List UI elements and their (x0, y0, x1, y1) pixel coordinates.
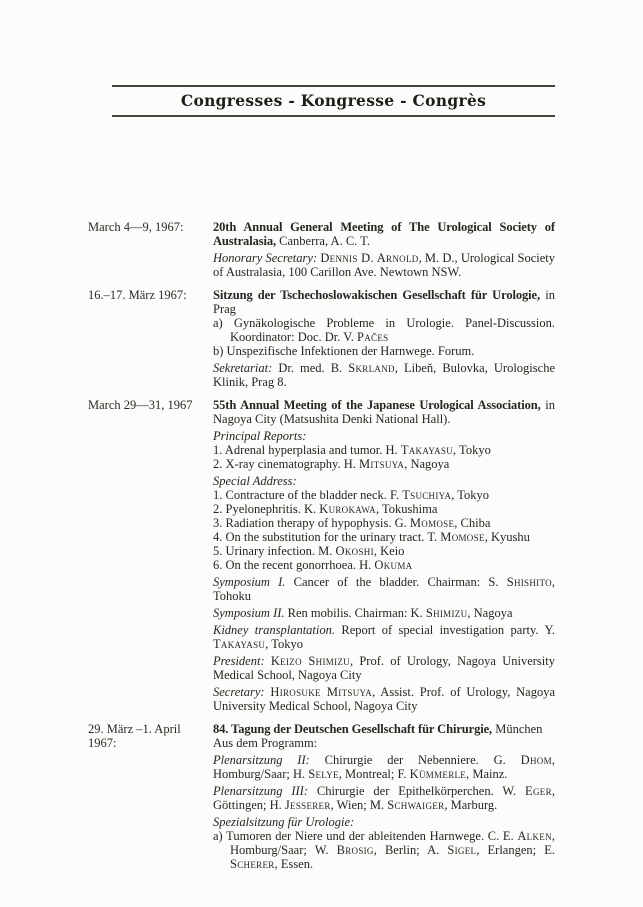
entry-paragraph (213, 288, 555, 316)
congress-entry (88, 220, 555, 279)
text-segment: 5. Urinary infection. M. (213, 544, 336, 558)
text-segment: a) Gynäkologische Probleme in Urologie. Panel-Discussion. Koordinator: Doc. Dr. V. (213, 316, 555, 344)
text-segment: , Tokushima (375, 502, 438, 516)
text-segment: 2. X-ray cinematography. H. (213, 457, 360, 471)
text-segment: b) Unspezifische Infektionen der Harnwege. Forum. (213, 344, 475, 358)
text-segment: Pačes (356, 330, 389, 344)
text-segment: Selye (308, 767, 339, 781)
text-segment: , Nagoya (467, 606, 513, 620)
entry-paragraph (213, 685, 555, 713)
text-segment: 2. Pyelonephritis. K. (213, 502, 320, 516)
text-segment: , Tohoku (213, 575, 555, 603)
text-segment: Hirosuke Mitsuya (270, 685, 373, 699)
entry-paragraph (213, 815, 555, 829)
text-segment: , Essen. (274, 857, 314, 871)
text-segment: Dhom (520, 753, 552, 767)
entry-details (213, 288, 555, 389)
text-segment: Takayasu (400, 443, 454, 457)
text-segment: Principal Reports: (213, 429, 307, 443)
text-segment: Dennis D. Arnold (320, 251, 419, 265)
text-segment: Takayasu (213, 637, 266, 651)
text-segment: , Keio (373, 544, 405, 558)
text-segment: , Tokyo (265, 637, 304, 651)
congress-list (0, 220, 643, 871)
entry-paragraph (213, 220, 555, 248)
text-segment: , Tokyo (453, 443, 491, 457)
text-segment: in Prag (213, 288, 555, 316)
text-segment: Kidney transplantation. (213, 623, 335, 637)
text-segment: 84. Tagung der Deutschen Gesellschaft für Chirurgie, (213, 722, 493, 736)
text-segment: Ren mobilis. Chairman: K. (284, 606, 426, 620)
text-segment: , Wien; M. (330, 798, 388, 812)
entry-paragraph (213, 784, 555, 812)
text-segment: in Nagoya City (Matsushita Denki National Hall). (213, 398, 556, 426)
entry-paragraph (213, 829, 555, 871)
text-segment: Brosig (336, 843, 374, 857)
text-segment: Alken (517, 829, 552, 843)
text-segment: , Tokyo (451, 488, 490, 502)
text-segment: Shimizu (425, 606, 468, 620)
text-segment: Spezialsitzung für Urologie: (213, 815, 355, 829)
entry-details (213, 398, 555, 713)
page-title: Congresses - Kongresse - Congrès (180, 91, 487, 110)
entry-paragraph (213, 502, 555, 516)
text-segment: 6. On the recent gonorrhoea. H. (213, 558, 375, 572)
entry-paragraph (213, 722, 555, 736)
text-segment: Dr. med. B. (272, 361, 349, 375)
entry-paragraph (213, 516, 555, 530)
entry-paragraph (213, 606, 555, 620)
entry-date (88, 288, 213, 389)
entry-paragraph (213, 457, 555, 471)
text-segment: , Chiba (454, 516, 491, 530)
entry-paragraph (213, 361, 555, 389)
text-segment: Chirurgie der Nebenniere. G. (309, 753, 521, 767)
entry-date-line: March 4—9, 1967: (88, 220, 184, 234)
text-segment: Secretary: (213, 685, 265, 699)
text-segment: 1. Adrenal hyperplasia and tumor. H. (213, 443, 401, 457)
entry-date (88, 398, 213, 713)
congress-entry (88, 722, 555, 871)
text-segment: , Libeň, Bulovka, Urologische Klinik, Prag 8. (213, 361, 555, 389)
entry-date-line: 1967: (88, 736, 117, 750)
text-segment: Cancer of the bladder. Chairman: S. (285, 575, 507, 589)
entry-paragraph (213, 530, 555, 544)
text-segment: , Nagoya (404, 457, 450, 471)
page-header (0, 0, 643, 117)
text-segment: Sitzung der Tschechoslowakischen Gesellschaft für Urologie, (213, 288, 541, 302)
text-segment: , Homburg/Saar; W. (230, 829, 555, 857)
entry-paragraph (213, 736, 555, 750)
entry-paragraph (213, 753, 555, 781)
text-segment: Honorary Secretary: (213, 251, 318, 265)
text-segment: Scherer (230, 857, 275, 871)
text-segment: , Marburg. (444, 798, 498, 812)
entry-date (88, 722, 213, 871)
entry-paragraph (213, 575, 555, 603)
text-segment: 3. Radiation therapy of hypophysis. G. (213, 516, 410, 530)
text-segment: , Homburg/Saar; H. (213, 753, 555, 781)
text-segment: Keizo Shimizu (270, 654, 350, 668)
text-segment: , Assist. Prof. of Urology, Nagoya University Medical School, Nagoya City (213, 685, 555, 713)
text-segment: 4. On the substitution for the urinary tract. T. (213, 530, 441, 544)
text-segment: 55th Annual Meeting of the Japanese Urological Association, (213, 398, 541, 412)
header-rule-bottom (112, 115, 555, 117)
text-segment: Okoshi (335, 544, 374, 558)
text-segment: 20th Annual General Meeting of The Urological Society of Australasia, (213, 220, 555, 248)
text-segment: Report of special investigation party. Y. (335, 623, 555, 637)
entry-paragraph (213, 488, 555, 502)
entry-paragraph (213, 654, 555, 682)
text-segment: Okuma (374, 558, 413, 572)
congress-entry (88, 398, 555, 713)
text-segment: Momose (440, 530, 485, 544)
entry-paragraph (213, 623, 555, 651)
text-segment: , Prof. of Urology, Nagoya University Medical School, Nagoya City (213, 654, 555, 682)
text-segment: Momose (409, 516, 455, 530)
text-segment: Sekretariat: (213, 361, 273, 375)
text-segment: , Montreal; F. (338, 767, 410, 781)
text-segment: Plenarsitzung II: (213, 753, 310, 767)
text-segment: Kümmerle (409, 767, 467, 781)
entry-date-line: 16.–17. März 1967: (88, 288, 187, 302)
entry-details (213, 220, 555, 279)
text-segment: Skrland (348, 361, 395, 375)
text-segment: a) Tumoren der Niere und der ableitenden Harnwege. C. E. (213, 829, 518, 843)
text-segment: Schwaiger (387, 798, 445, 812)
text-segment: Chirurgie der Epithelkörperchen. W. (307, 784, 526, 798)
text-segment: München (492, 722, 543, 736)
text-segment: , Berlin; A. (373, 843, 448, 857)
entry-details (213, 722, 555, 871)
text-segment: , Mainz. (466, 767, 508, 781)
text-segment: Plenarsitzung III: (213, 784, 308, 798)
text-segment: Shishito (506, 575, 552, 589)
text-segment: , Göttingen; H. (213, 784, 555, 812)
text-segment: Sigel (447, 843, 477, 857)
text-segment: Symposium I. (213, 575, 286, 589)
text-segment: , Kyushu (484, 530, 530, 544)
entry-paragraph (213, 443, 555, 457)
text-segment: Mitsuya (359, 457, 405, 471)
entry-paragraph (213, 251, 555, 279)
text-segment: Symposium II. (213, 606, 285, 620)
text-segment: Canberra, A. C. T. (276, 234, 371, 248)
text-segment: Kurokawa (319, 502, 376, 516)
entry-paragraph (213, 474, 555, 488)
text-segment: 1. Contracture of the bladder neck. F. (213, 488, 403, 502)
text-segment: Tsuchiya (402, 488, 452, 502)
entry-date (88, 220, 213, 279)
text-segment: , Erlangen; E. (476, 843, 555, 857)
entry-paragraph (213, 316, 555, 344)
entry-paragraph (213, 398, 555, 426)
entry-paragraph (213, 558, 555, 572)
entry-date-line: 29. März –1. April (88, 722, 181, 736)
text-segment: Aus dem Programm: (213, 736, 318, 750)
text-segment: President: (213, 654, 265, 668)
entry-paragraph (213, 344, 555, 358)
entry-paragraph (213, 429, 555, 443)
congress-entry (88, 288, 555, 389)
entry-date-line: March 29—31, 1967 (88, 398, 193, 412)
text-segment: Special Address: (213, 474, 297, 488)
text-segment: Eger (525, 784, 552, 798)
text-segment: Jesserer (284, 798, 331, 812)
entry-paragraph (213, 544, 555, 558)
text-segment: , M. D., Urological Society of Australasia, 100 Carillon Ave. Newtown NSW. (213, 251, 555, 279)
